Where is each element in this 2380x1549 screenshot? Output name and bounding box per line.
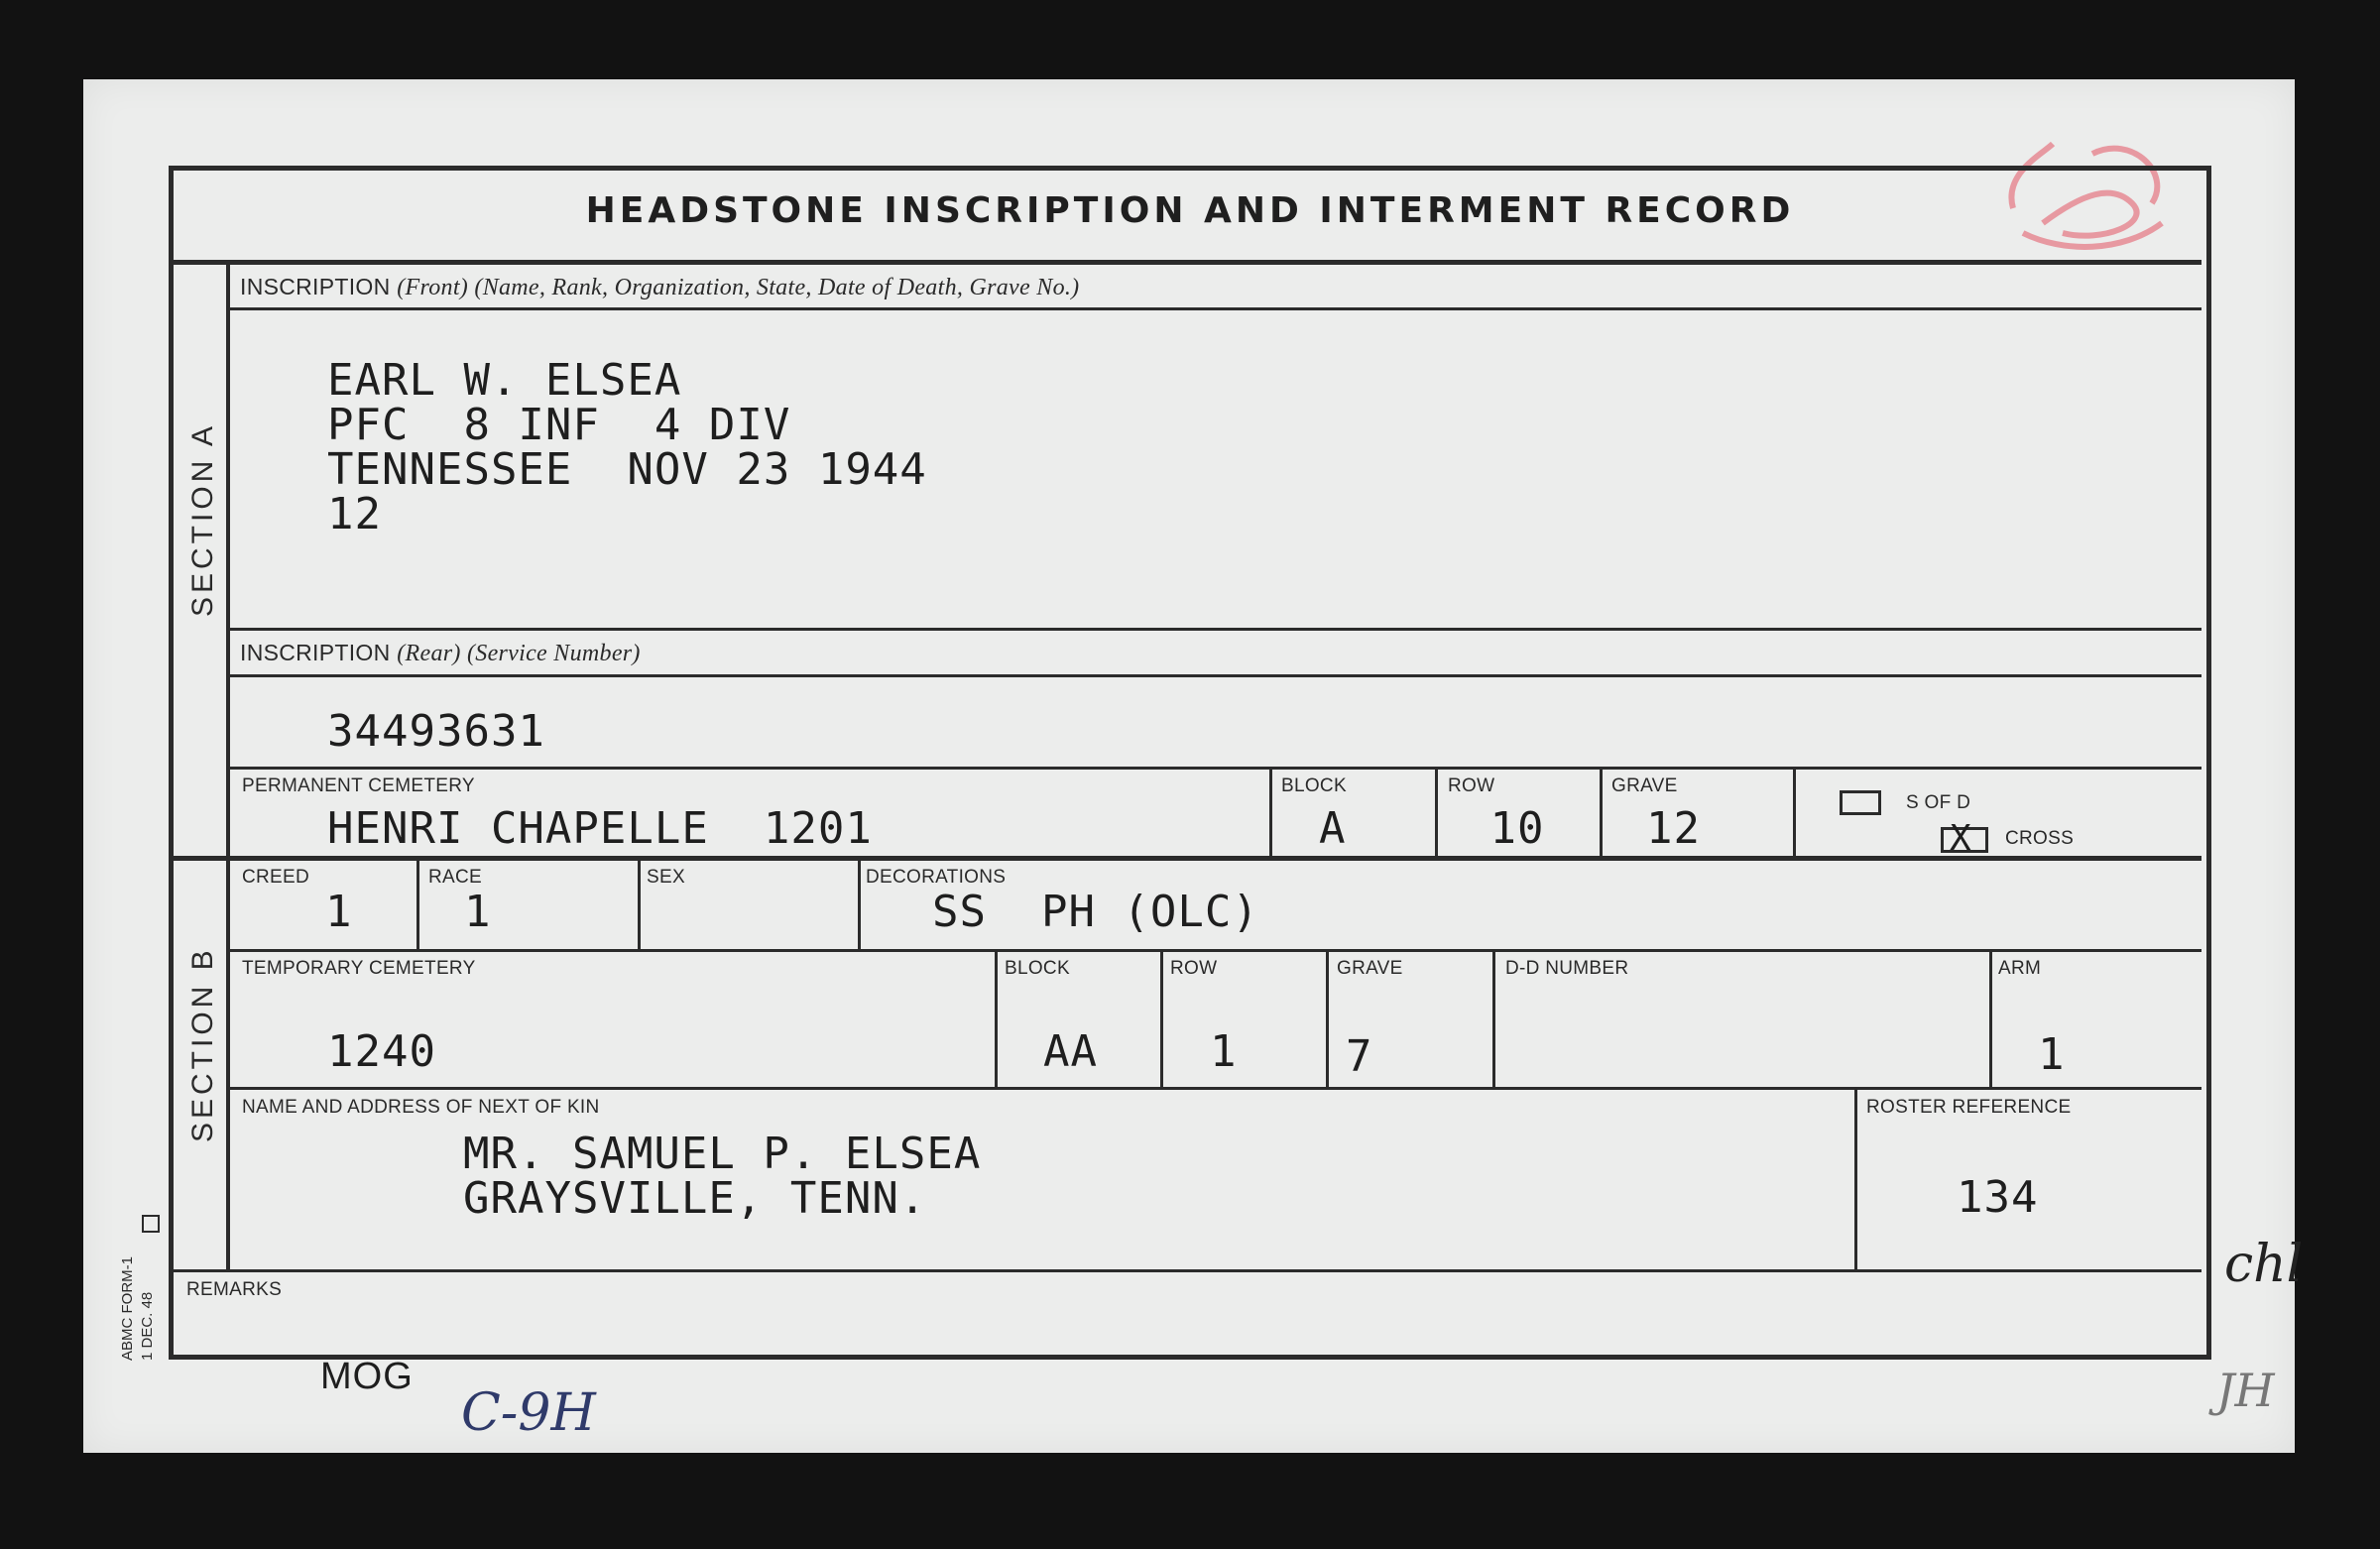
race-label: RACE [428, 867, 482, 888]
perm-grave-value: 12 [1646, 803, 1701, 854]
cross-label: CROSS [2005, 828, 2075, 849]
creed-label: CREED [242, 867, 310, 888]
arm-divider [1989, 951, 1992, 1089]
perm-grave-label: GRAVE [1611, 775, 1678, 796]
inscription-front-line-3: TENNESSEE NOV 23 1944 [327, 444, 927, 495]
creed-value: 1 [325, 887, 353, 937]
next-of-kin-line-2: GRAYSVILLE, TENN. [463, 1173, 927, 1224]
temporary-cemetery-label: TEMPORARY CEMETERY [242, 958, 476, 979]
perm-marker-divider [1793, 767, 1796, 858]
next-of-kin-line-1: MR. SAMUEL P. ELSEA [463, 1129, 982, 1179]
perm-row-divider [1435, 767, 1438, 858]
inscription-rear-underline [228, 674, 2202, 677]
remarks-label: REMARKS [186, 1279, 283, 1300]
remarks-divider [174, 1269, 2202, 1272]
perm-block-divider [1269, 767, 1272, 858]
temp-row-value: 1 [1210, 1026, 1238, 1077]
race-value: 1 [464, 887, 492, 937]
section-label-column-divider [226, 263, 230, 1271]
roster-divider [1854, 1089, 1857, 1271]
section-b-label: SECTION B [186, 946, 219, 1142]
temporary-cemetery-value: 1240 [327, 1026, 436, 1077]
decorations-label: DECORATIONS [866, 867, 1007, 888]
decorations-value: SS PH (OLC) [932, 887, 1259, 937]
service-number-divider [228, 767, 2202, 770]
dd-number-divider [1492, 951, 1495, 1089]
form-number-line-1: ABMC FORM-1 [119, 1256, 136, 1361]
temp-cemetery-divider [228, 1087, 2202, 1090]
title-divider [174, 260, 2202, 265]
service-number-value: 34493631 [327, 706, 545, 757]
perm-row-label: ROW [1448, 775, 1495, 796]
s-of-d-checkbox[interactable] [1840, 790, 1881, 815]
sex-decorations-divider [858, 859, 861, 951]
next-of-kin-label: NAME AND ADDRESS OF NEXT OF KIN [242, 1097, 600, 1118]
race-sex-divider [638, 859, 641, 951]
temp-block-value: AA [1043, 1026, 1098, 1077]
temp-row-label: ROW [1170, 958, 1218, 979]
temp-row-divider [1160, 951, 1163, 1089]
creed-row-divider [228, 949, 2202, 952]
handwritten-annotation-right: chl [2224, 1235, 2304, 1294]
section-a-label: SECTION A [186, 421, 219, 617]
permanent-cemetery-value: HENRI CHAPELLE 1201 [327, 803, 873, 854]
permanent-cemetery-label: PERMANENT CEMETERY [242, 775, 475, 796]
perm-block-label: BLOCK [1281, 775, 1347, 796]
roster-reference-label: ROSTER REFERENCE [1866, 1097, 2072, 1118]
sex-label: SEX [647, 867, 685, 888]
temp-grave-value: 7 [1346, 1031, 1373, 1082]
inscription-rear-label: INSCRIPTION (Rear) (Service Number) [240, 640, 641, 666]
handwritten-annotation-corner: JH [2216, 1364, 2275, 1417]
inscription-front-underline [228, 307, 2202, 310]
arm-value: 1 [2038, 1029, 2066, 1080]
form-title: HEADSTONE INSCRIPTION AND INTERMENT RECORD [585, 190, 1795, 231]
perm-row-value: 10 [1489, 803, 1545, 854]
cross-check-mark: X [1950, 818, 1972, 859]
form-corner-box [142, 1215, 160, 1233]
temp-grave-divider [1326, 951, 1329, 1089]
temp-block-divider [995, 951, 998, 1089]
perm-grave-divider [1600, 767, 1603, 858]
dd-number-label: D-D NUMBER [1505, 958, 1629, 979]
temp-grave-label: GRAVE [1337, 958, 1403, 979]
creed-race-divider [416, 859, 419, 951]
inscription-front-label: INSCRIPTION (Front) (Name, Rank, Organization, State, Date of Death, Grave No.) [240, 274, 1080, 300]
s-of-d-label: S OF D [1906, 792, 1971, 813]
perm-block-value: A [1319, 803, 1347, 854]
roster-reference-value: 134 [1957, 1172, 2039, 1223]
section-a-mid-divider [228, 628, 2202, 631]
inscription-front-line-2: PFC 8 INF 4 DIV [327, 400, 791, 450]
form-number-line-2: 1 DEC. 48 [139, 1291, 156, 1361]
temp-block-label: BLOCK [1005, 958, 1070, 979]
section-divider [174, 856, 2202, 861]
handwritten-annotation-bottom: C-9H [461, 1383, 596, 1443]
inscription-front-line-4: 12 [327, 489, 382, 539]
typed-annotation-mog: MOG [320, 1356, 414, 1397]
arm-label: ARM [1998, 958, 2042, 979]
inscription-front-line-1: EARL W. ELSEA [327, 355, 682, 406]
